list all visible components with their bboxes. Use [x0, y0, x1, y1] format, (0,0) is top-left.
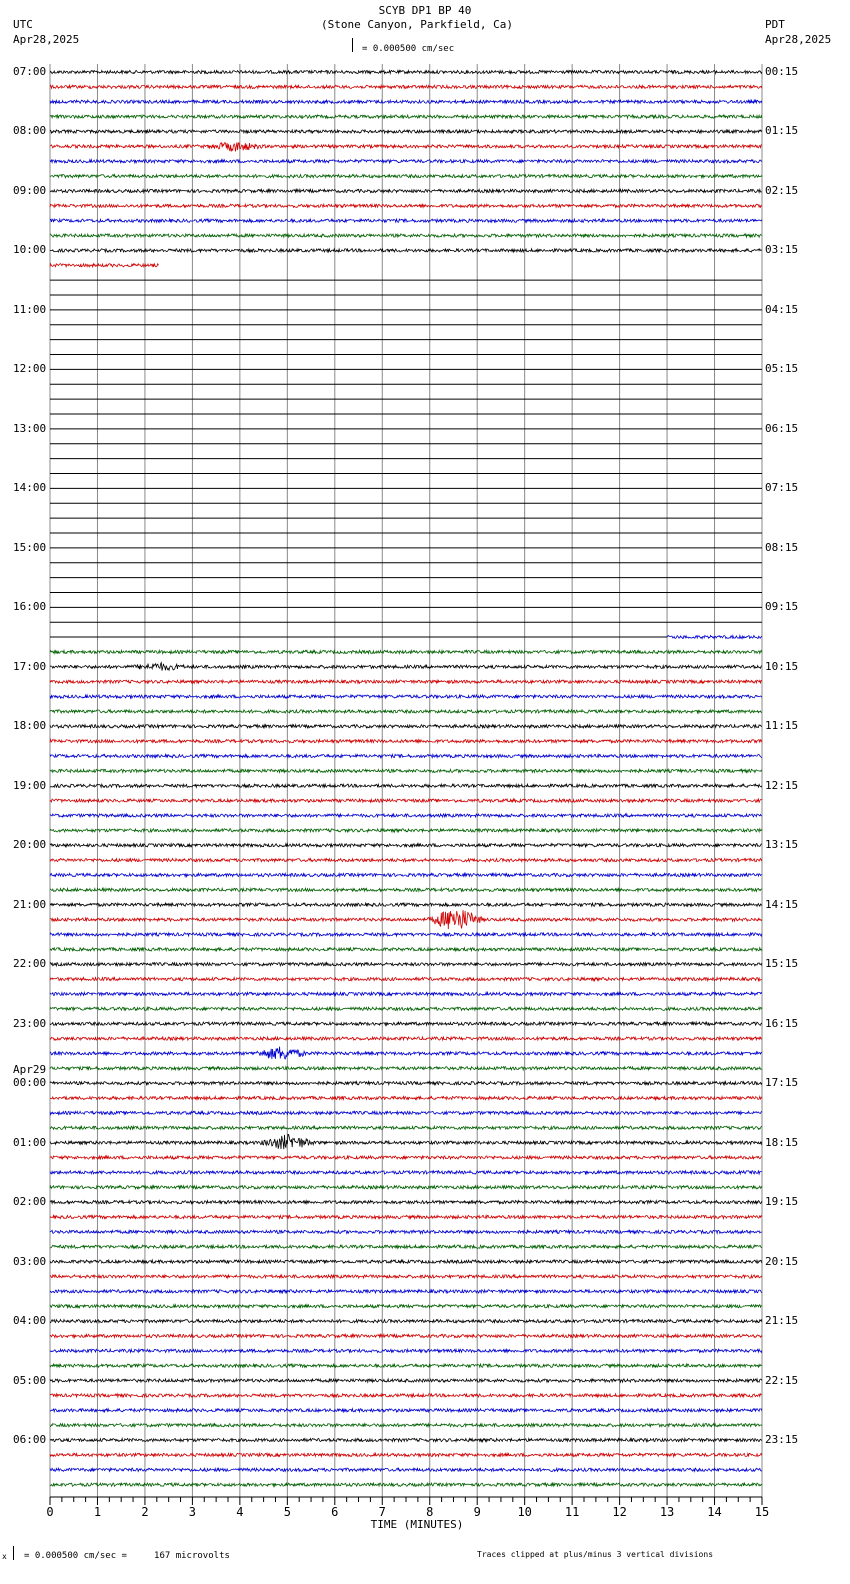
seismic-trace — [50, 160, 762, 163]
utc-hour-label: 06:00 — [13, 1433, 47, 1447]
utc-hour-label: 03:00 — [13, 1254, 47, 1268]
utc-hour-label: 07:00 — [13, 65, 47, 78]
pdt-hour-label: 12:15 — [765, 778, 799, 792]
seismic-trace — [50, 754, 762, 757]
x-tick-label: 15 — [754, 1505, 770, 1519]
x-axis-label: TIME (MINUTES) — [370, 1518, 464, 1531]
chart-subtitle: (Stone Canyon, Parkfield, Ca) — [320, 18, 514, 31]
seismic-trace — [50, 769, 762, 772]
seismic-trace — [50, 234, 762, 237]
pdt-hour-label: 22:15 — [765, 1373, 799, 1387]
x-tick-label: 10 — [517, 1505, 532, 1519]
utc-hour-label: 13:00 — [13, 421, 47, 435]
pdt-hour-label: 14:15 — [765, 897, 799, 911]
seismic-trace — [50, 130, 762, 133]
seismic-trace — [50, 799, 762, 802]
seismic-trace — [50, 829, 762, 832]
seismic-trace — [50, 1156, 762, 1159]
utc-hour-label: 14:00 — [13, 481, 47, 495]
x-tick-label: 5 — [283, 1505, 291, 1519]
seismic-trace — [50, 1349, 762, 1352]
x-tick-label: 14 — [707, 1505, 722, 1519]
pdt-hour-label: 08:15 — [765, 540, 799, 554]
seismic-trace — [50, 1096, 762, 1099]
pdt-hour-label: 04:15 — [765, 302, 799, 316]
seismic-trace — [50, 175, 762, 178]
right-date: Apr28,2025 — [765, 33, 832, 46]
seismic-trace — [50, 264, 159, 267]
seismic-trace — [50, 784, 762, 787]
seismic-trace — [50, 1334, 762, 1337]
seismic-trace — [50, 1438, 762, 1441]
seismic-trace — [50, 1215, 762, 1218]
seismic-trace — [50, 204, 762, 207]
utc-hour-label: 04:00 — [13, 1314, 47, 1328]
seismic-trace — [50, 1290, 762, 1293]
seismic-trace — [50, 1483, 762, 1486]
pdt-hour-label: 18:15 — [765, 1135, 799, 1149]
pdt-hour-label: 09:15 — [765, 600, 799, 614]
utc-hour-label: 22:00 — [13, 957, 47, 971]
seismic-trace — [50, 1047, 762, 1060]
footer-scale-bar-icon — [13, 1546, 15, 1560]
utc-hour-label: 01:00 — [13, 1135, 47, 1149]
seismic-trace — [50, 1067, 762, 1070]
pdt-hour-label: 21:15 — [765, 1314, 799, 1328]
utc-hour-label: 21:00 — [13, 897, 47, 911]
header-scale: = 0.000500 cm/sec — [362, 44, 455, 54]
right-timezone: PDT — [765, 18, 785, 31]
seismic-trace — [50, 650, 762, 653]
footer-scale: = 0.000500 cm/sec = 167 microvolts — [24, 1551, 230, 1561]
pdt-hour-label: 00:15 — [765, 65, 799, 78]
seismic-trace — [50, 1468, 762, 1471]
utc-hour-label: 09:00 — [13, 183, 47, 197]
utc-hour-label: 05:00 — [13, 1373, 47, 1387]
utc-hour-label: 18:00 — [13, 719, 47, 733]
footer-scale-prefix: x — [2, 1552, 7, 1561]
x-tick-label: 9 — [473, 1505, 481, 1519]
seismic-trace — [50, 992, 762, 995]
utc-hour-label: 11:00 — [13, 302, 47, 316]
seismic-trace — [50, 695, 762, 698]
pdt-hour-label: 13:15 — [765, 838, 799, 852]
seismic-trace — [50, 1245, 762, 1248]
x-tick-label: 8 — [426, 1505, 434, 1519]
left-date: Apr28,2025 — [13, 33, 80, 46]
seismic-trace — [50, 873, 762, 876]
x-tick-label: 1 — [93, 1505, 102, 1519]
seismic-trace — [50, 1275, 762, 1278]
utc-hour-label: 17:00 — [13, 659, 47, 673]
seismic-trace — [50, 1111, 762, 1114]
utc-hour-label: 12:00 — [13, 362, 47, 376]
seismic-trace — [50, 663, 762, 671]
pdt-hour-label: 05:15 — [765, 362, 799, 376]
seismic-trace — [50, 680, 762, 683]
seismic-trace — [50, 1379, 762, 1382]
seismic-trace — [50, 948, 762, 951]
seismic-trace — [50, 249, 762, 252]
seismic-trace — [50, 859, 762, 862]
x-tick-label: 13 — [659, 1505, 675, 1519]
seismic-trace — [50, 844, 762, 847]
seismic-trace — [50, 189, 762, 192]
seismic-trace — [50, 888, 762, 891]
seismic-trace — [50, 142, 762, 151]
utc-hour-label: 15:00 — [13, 540, 47, 554]
seismic-trace — [50, 1126, 762, 1129]
seismic-trace — [50, 70, 762, 73]
x-tick-label: 11 — [564, 1505, 580, 1519]
utc-hour-label: 08:00 — [13, 124, 47, 138]
utc-hour-label: 16:00 — [13, 600, 47, 614]
pdt-hour-label: 03:15 — [765, 243, 799, 257]
x-tick-label: 12 — [612, 1505, 627, 1519]
seismic-trace — [50, 1320, 762, 1323]
pdt-hour-label: 20:15 — [765, 1254, 799, 1268]
x-tick-label: 2 — [141, 1505, 149, 1519]
seismic-trace — [50, 100, 762, 103]
seismic-trace — [50, 1409, 762, 1412]
pdt-hour-label: 19:15 — [765, 1195, 799, 1209]
seismic-trace — [50, 1260, 762, 1263]
seismic-trace — [50, 1186, 762, 1189]
pdt-hour-label: 10:15 — [765, 659, 799, 673]
seismic-trace — [50, 1424, 762, 1427]
pdt-hour-label: 06:15 — [765, 421, 799, 435]
seismic-trace — [50, 1082, 762, 1085]
seismic-trace — [50, 1453, 762, 1456]
seismic-trace — [50, 85, 762, 88]
seismic-trace — [50, 963, 762, 966]
seismic-trace — [50, 725, 762, 728]
seismic-trace — [50, 814, 762, 817]
seismic-trace — [50, 740, 762, 743]
seismic-trace — [50, 903, 762, 906]
seismic-trace — [50, 1022, 762, 1025]
seismic-trace — [50, 1305, 762, 1308]
x-tick-label: 4 — [236, 1505, 244, 1519]
seismic-trace — [50, 1201, 762, 1204]
pdt-hour-label: 15:15 — [765, 957, 799, 971]
seismic-trace — [50, 1364, 762, 1367]
chart-title: SCYB DP1 BP 40 — [378, 4, 472, 17]
utc-hour-label: 00:00 — [13, 1076, 47, 1090]
utc-hour-label: 23:00 — [13, 1016, 47, 1030]
seismic-trace — [50, 910, 762, 929]
seismic-trace — [50, 1171, 762, 1174]
seismic-trace — [50, 1134, 762, 1149]
pdt-hour-label: 11:15 — [765, 719, 799, 733]
utc-hour-label: 19:00 — [13, 778, 47, 792]
seismic-trace — [50, 1230, 762, 1233]
utc-hour-label: 10:00 — [13, 243, 47, 257]
pdt-hour-label: 23:15 — [765, 1433, 799, 1447]
pdt-hour-label: 16:15 — [765, 1016, 799, 1030]
seismic-trace — [50, 1037, 762, 1040]
seismic-trace — [50, 978, 762, 981]
utc-hour-label: 02:00 — [13, 1195, 47, 1209]
date-change-label: Apr29 — [13, 1063, 47, 1077]
utc-hour-label: 20:00 — [13, 838, 47, 852]
x-tick-label: 6 — [331, 1505, 339, 1519]
seismic-trace — [50, 1394, 762, 1397]
seismic-trace — [50, 219, 762, 222]
x-tick-label: 7 — [378, 1505, 386, 1519]
pdt-hour-label: 01:15 — [765, 124, 799, 138]
seismic-trace — [50, 710, 762, 713]
left-timezone: UTC — [13, 18, 33, 31]
pdt-hour-label: 17:15 — [765, 1076, 799, 1090]
seismic-trace — [50, 1007, 762, 1010]
x-tick-label: 0 — [46, 1505, 54, 1519]
seismic-trace — [50, 933, 762, 936]
pdt-hour-label: 07:15 — [765, 481, 799, 495]
pdt-hour-label: 02:15 — [765, 183, 799, 197]
clip-note: Traces clipped at plus/minus 3 vertical divisions — [477, 1550, 714, 1559]
x-tick-label: 3 — [188, 1505, 197, 1519]
seismic-trace — [50, 115, 762, 118]
